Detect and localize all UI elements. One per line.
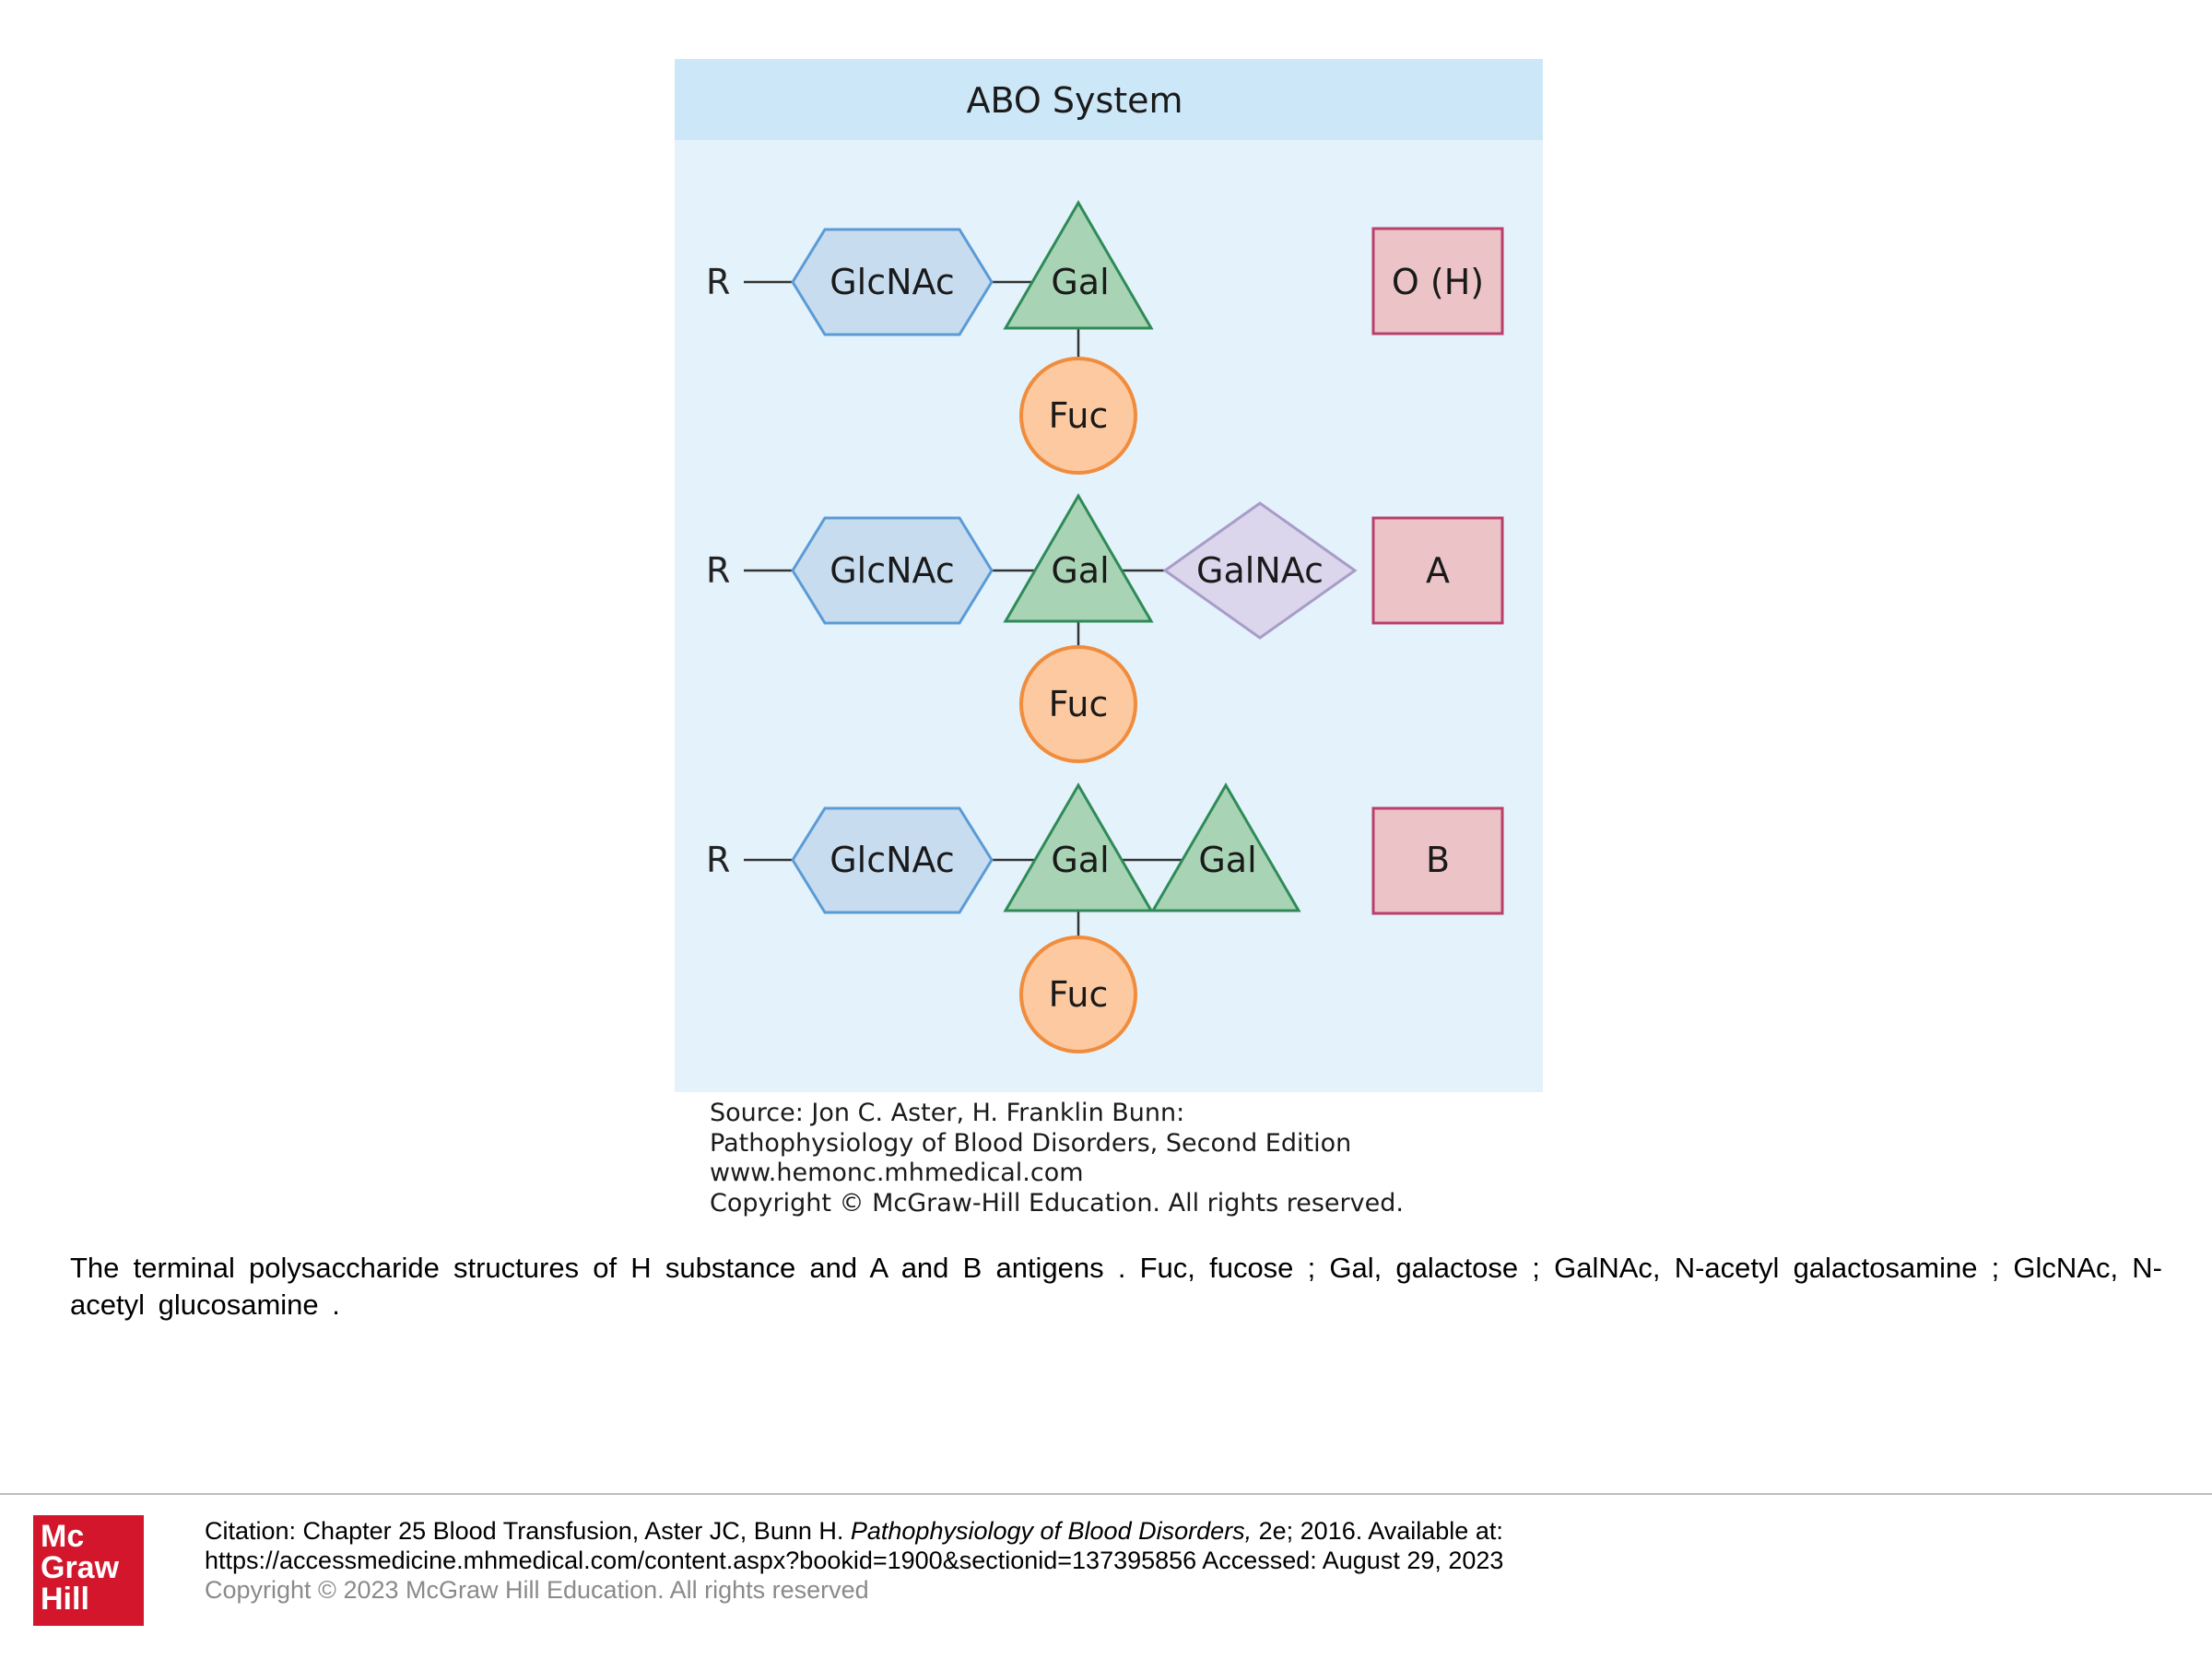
figure-source — [710, 1099, 1539, 1218]
citation-suffix: 2e; 2016. Available at: — [1252, 1517, 1503, 1545]
mcgraw-hill-logo — [33, 1515, 144, 1626]
abo-diagram — [675, 59, 1543, 1092]
citation-url[interactable]: https://accessmedicine.mhmedical.com/content.aspx?bookid=1900&sectionid=137395856 Accessed: August 29, 2023 — [205, 1547, 1504, 1574]
r-anchor: R — [706, 840, 731, 880]
result-label: O (H) — [1391, 262, 1485, 302]
logo-line-hill: Hill — [41, 1582, 89, 1617]
fuc-label: Fuc — [1048, 684, 1109, 724]
footer-divider — [0, 1493, 2212, 1495]
footer-copyright: Copyright © 2023 McGraw Hill Education. All rights reserved — [205, 1576, 869, 1604]
source-website: www.hemonc.mhmedical.com — [710, 1159, 1084, 1187]
galnac-label: GalNAc — [1196, 550, 1324, 591]
glcnac-label: GlcNAc — [830, 550, 955, 591]
abo-system-figure — [675, 59, 1543, 1092]
logo-line-graw: Graw — [41, 1550, 120, 1585]
r-anchor: R — [706, 550, 731, 591]
logo-line-mc: Mc — [41, 1519, 85, 1554]
diagram-title: ABO System — [966, 80, 1183, 121]
gal-label: Gal — [1051, 262, 1110, 302]
citation-prefix: Citation: Chapter 25 Blood Transfusion, Aster JC, Bunn H. — [205, 1517, 851, 1545]
result-label: B — [1425, 840, 1451, 880]
r-anchor: R — [706, 262, 731, 302]
gal-label: Gal — [1051, 550, 1110, 591]
source-authors: Source: Jon C. Aster, H. Franklin Bunn: — [710, 1099, 1185, 1127]
citation-line — [205, 1516, 1503, 1546]
fuc-label: Fuc — [1048, 974, 1109, 1015]
gal-label: Gal — [1051, 840, 1110, 880]
glcnac-label: GlcNAc — [830, 262, 955, 302]
source-copyright: Copyright © McGraw-Hill Education. All rights reserved. — [710, 1188, 1404, 1218]
citation-book-title: Pathophysiology of Blood Disorders, — [850, 1517, 1253, 1545]
result-label: A — [1426, 550, 1450, 591]
source-book: Pathophysiology of Blood Disorders, Second Edition — [710, 1128, 1352, 1158]
glcnac-label: GlcNAc — [830, 840, 955, 880]
gal2-label: Gal — [1198, 840, 1257, 880]
figure-caption: The terminal polysaccharide structures of H substance and A and B antigens . Fuc, fucose ; Gal, galactose ; GalNAc, N-acetyl galactosamine ; GlcNAc, N-acetyl glucosamine . — [70, 1252, 2162, 1321]
citation-block — [205, 1516, 1503, 1605]
fuc-label: Fuc — [1048, 395, 1109, 436]
